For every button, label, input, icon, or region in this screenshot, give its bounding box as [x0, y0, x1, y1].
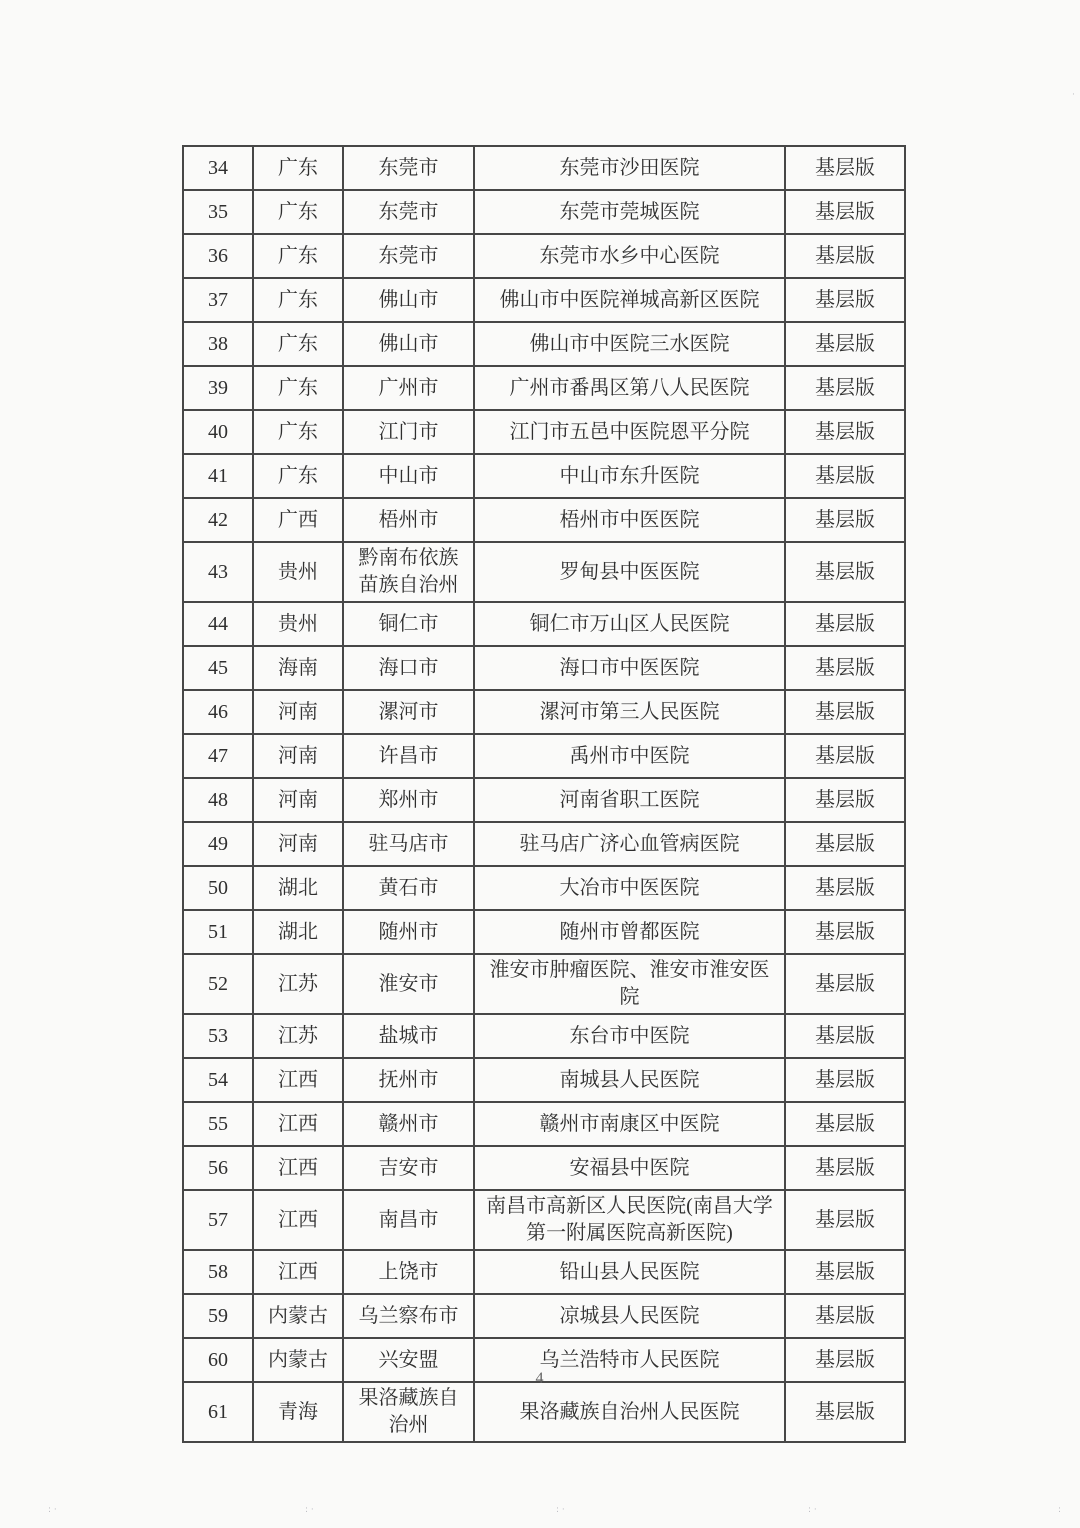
province-cell: 广东	[253, 190, 343, 234]
scan-artifact: : ·	[48, 1505, 57, 1515]
hospital-name-cell: 江门市五邑中医院恩平分院	[474, 410, 785, 454]
province-cell: 江西	[253, 1190, 343, 1250]
row-number-cell: 58	[183, 1250, 253, 1294]
row-number-cell: 55	[183, 1102, 253, 1146]
hospital-name-cell: 凉城县人民医院	[474, 1294, 785, 1338]
city-cell: 淮安市	[343, 954, 474, 1014]
table-row	[183, 278, 905, 322]
row-number-cell: 45	[183, 646, 253, 690]
row-number-cell: 46	[183, 690, 253, 734]
row-number-cell: 47	[183, 734, 253, 778]
province-cell: 海南	[253, 646, 343, 690]
row-number-cell: 53	[183, 1014, 253, 1058]
edition-cell: 基层版	[785, 866, 905, 910]
city-cell: 梧州市	[343, 498, 474, 542]
table-row	[183, 822, 905, 866]
city-cell: 黔南布依族苗族自治州	[343, 542, 474, 602]
scan-artifact: : ·	[556, 1505, 565, 1515]
edition-cell: 基层版	[785, 734, 905, 778]
province-cell: 江西	[253, 1250, 343, 1294]
row-number-cell: 57	[183, 1190, 253, 1250]
province-cell: 江西	[253, 1058, 343, 1102]
hospital-table-body	[183, 146, 905, 1442]
table-row	[183, 734, 905, 778]
province-cell: 江苏	[253, 954, 343, 1014]
row-number-cell: 50	[183, 866, 253, 910]
province-cell: 青海	[253, 1382, 343, 1442]
row-number-cell: 60	[183, 1338, 253, 1382]
table-row	[183, 454, 905, 498]
province-cell: 广东	[253, 410, 343, 454]
hospital-name-cell: 佛山市中医院三水医院	[474, 322, 785, 366]
province-cell: 贵州	[253, 542, 343, 602]
city-cell: 随州市	[343, 910, 474, 954]
province-cell: 广东	[253, 454, 343, 498]
province-cell: 广东	[253, 322, 343, 366]
province-cell: 湖北	[253, 910, 343, 954]
province-cell: 广东	[253, 278, 343, 322]
edition-cell: 基层版	[785, 646, 905, 690]
table-row	[183, 910, 905, 954]
city-cell: 南昌市	[343, 1190, 474, 1250]
city-cell: 佛山市	[343, 278, 474, 322]
city-cell: 郑州市	[343, 778, 474, 822]
row-number-cell: 34	[183, 146, 253, 190]
edition-cell: 基层版	[785, 1102, 905, 1146]
table-row	[183, 778, 905, 822]
row-number-cell: 44	[183, 602, 253, 646]
table-row	[183, 410, 905, 454]
province-cell: 广东	[253, 366, 343, 410]
edition-cell: 基层版	[785, 322, 905, 366]
hospital-name-cell: 南城县人民医院	[474, 1058, 785, 1102]
edition-cell: 基层版	[785, 822, 905, 866]
province-cell: 广东	[253, 234, 343, 278]
hospital-name-cell: 铜仁市万山区人民医院	[474, 602, 785, 646]
row-number-cell: 59	[183, 1294, 253, 1338]
edition-cell: 基层版	[785, 954, 905, 1014]
edition-cell: 基层版	[785, 690, 905, 734]
city-cell: 许昌市	[343, 734, 474, 778]
edition-cell: 基层版	[785, 910, 905, 954]
scan-artifact: : ·	[305, 1505, 314, 1515]
city-cell: 广州市	[343, 366, 474, 410]
table-row	[183, 1190, 905, 1250]
row-number-cell: 40	[183, 410, 253, 454]
row-number-cell: 37	[183, 278, 253, 322]
hospital-name-cell: 东莞市莞城医院	[474, 190, 785, 234]
city-cell: 漯河市	[343, 690, 474, 734]
province-cell: 河南	[253, 690, 343, 734]
table-row	[183, 1102, 905, 1146]
city-cell: 赣州市	[343, 1102, 474, 1146]
row-number-cell: 61	[183, 1382, 253, 1442]
city-cell: 东莞市	[343, 146, 474, 190]
table-row	[183, 542, 905, 602]
row-number-cell: 43	[183, 542, 253, 602]
table-row	[183, 1294, 905, 1338]
edition-cell: 基层版	[785, 190, 905, 234]
hospital-name-cell: 漯河市第三人民医院	[474, 690, 785, 734]
city-cell: 盐城市	[343, 1014, 474, 1058]
row-number-cell: 39	[183, 366, 253, 410]
province-cell: 湖北	[253, 866, 343, 910]
city-cell: 兴安盟	[343, 1338, 474, 1382]
hospital-name-cell: 中山市东升医院	[474, 454, 785, 498]
province-cell: 内蒙古	[253, 1338, 343, 1382]
table-row	[183, 954, 905, 1014]
edition-cell: 基层版	[785, 1250, 905, 1294]
hospital-name-cell: 禹州市中医院	[474, 734, 785, 778]
table-row	[183, 646, 905, 690]
edition-cell: 基层版	[785, 1190, 905, 1250]
hospital-name-cell: 广州市番禺区第八人民医院	[474, 366, 785, 410]
hospital-name-cell: 海口市中医医院	[474, 646, 785, 690]
edition-cell: 基层版	[785, 1058, 905, 1102]
province-cell: 江西	[253, 1102, 343, 1146]
city-cell: 铜仁市	[343, 602, 474, 646]
table-row	[183, 1250, 905, 1294]
hospital-name-cell: 罗甸县中医医院	[474, 542, 785, 602]
row-number-cell: 48	[183, 778, 253, 822]
edition-cell: 基层版	[785, 366, 905, 410]
table-row	[183, 190, 905, 234]
edition-cell: 基层版	[785, 146, 905, 190]
city-cell: 江门市	[343, 410, 474, 454]
city-cell: 果洛藏族自治州	[343, 1382, 474, 1442]
scan-artifact: :	[1058, 1505, 1062, 1515]
edition-cell: 基层版	[785, 454, 905, 498]
table-row	[183, 146, 905, 190]
city-cell: 中山市	[343, 454, 474, 498]
city-cell: 黄石市	[343, 866, 474, 910]
table-row	[183, 1146, 905, 1190]
row-number-cell: 35	[183, 190, 253, 234]
city-cell: 抚州市	[343, 1058, 474, 1102]
edition-cell: 基层版	[785, 234, 905, 278]
hospital-name-cell: 佛山市中医院禅城高新区医院	[474, 278, 785, 322]
table-row	[183, 1014, 905, 1058]
hospital-table	[182, 145, 906, 1443]
hospital-name-cell: 果洛藏族自治州人民医院	[474, 1382, 785, 1442]
hospital-name-cell: 安福县中医院	[474, 1146, 785, 1190]
city-cell: 东莞市	[343, 190, 474, 234]
hospital-name-cell: 随州市曾都医院	[474, 910, 785, 954]
row-number-cell: 36	[183, 234, 253, 278]
province-cell: 内蒙古	[253, 1294, 343, 1338]
edition-cell: 基层版	[785, 1338, 905, 1382]
province-cell: 河南	[253, 734, 343, 778]
row-number-cell: 49	[183, 822, 253, 866]
province-cell: 江苏	[253, 1014, 343, 1058]
row-number-cell: 52	[183, 954, 253, 1014]
row-number-cell: 41	[183, 454, 253, 498]
hospital-name-cell: 乌兰浩特市人民医院	[474, 1338, 785, 1382]
hospital-name-cell: 东莞市沙田医院	[474, 146, 785, 190]
city-cell: 驻马店市	[343, 822, 474, 866]
row-number-cell: 51	[183, 910, 253, 954]
table-row	[183, 498, 905, 542]
row-number-cell: 42	[183, 498, 253, 542]
table-row	[183, 1382, 905, 1442]
edition-cell: 基层版	[785, 1014, 905, 1058]
table-row	[183, 602, 905, 646]
hospital-name-cell: 赣州市南康区中医院	[474, 1102, 785, 1146]
hospital-name-cell: 东台市中医院	[474, 1014, 785, 1058]
table-row	[183, 366, 905, 410]
page-number: 4	[535, 1370, 545, 1387]
province-cell: 广西	[253, 498, 343, 542]
hospital-name-cell: 大冶市中医医院	[474, 866, 785, 910]
table-row	[183, 866, 905, 910]
edition-cell: 基层版	[785, 602, 905, 646]
hospital-name-cell: 梧州市中医医院	[474, 498, 785, 542]
edition-cell: 基层版	[785, 778, 905, 822]
city-cell: 乌兰察布市	[343, 1294, 474, 1338]
table-row	[183, 690, 905, 734]
hospital-name-cell: 淮安市肿瘤医院、淮安市淮安医院	[474, 954, 785, 1014]
edition-cell: 基层版	[785, 498, 905, 542]
table-row	[183, 322, 905, 366]
row-number-cell: 56	[183, 1146, 253, 1190]
edition-cell: 基层版	[785, 542, 905, 602]
province-cell: 河南	[253, 778, 343, 822]
hospital-name-cell: 东莞市水乡中心医院	[474, 234, 785, 278]
hospital-name-cell: 驻马店广济心血管病医院	[474, 822, 785, 866]
hospital-name-cell: 铅山县人民医院	[474, 1250, 785, 1294]
hospital-name-cell: 南昌市高新区人民医院(南昌大学第一附属医院高新医院)	[474, 1190, 785, 1250]
table-row	[183, 234, 905, 278]
city-cell: 吉安市	[343, 1146, 474, 1190]
province-cell: 广东	[253, 146, 343, 190]
province-cell: 河南	[253, 822, 343, 866]
edition-cell: 基层版	[785, 278, 905, 322]
edition-cell: 基层版	[785, 1146, 905, 1190]
city-cell: 海口市	[343, 646, 474, 690]
edition-cell: 基层版	[785, 410, 905, 454]
scan-artifact: : ·	[808, 1505, 817, 1515]
hospital-name-cell: 河南省职工医院	[474, 778, 785, 822]
edition-cell: 基层版	[785, 1382, 905, 1442]
province-cell: 贵州	[253, 602, 343, 646]
scan-artifact: ·	[1072, 90, 1075, 100]
table-row	[183, 1058, 905, 1102]
row-number-cell: 54	[183, 1058, 253, 1102]
city-cell: 上饶市	[343, 1250, 474, 1294]
city-cell: 佛山市	[343, 322, 474, 366]
city-cell: 东莞市	[343, 234, 474, 278]
province-cell: 江西	[253, 1146, 343, 1190]
edition-cell: 基层版	[785, 1294, 905, 1338]
row-number-cell: 38	[183, 322, 253, 366]
